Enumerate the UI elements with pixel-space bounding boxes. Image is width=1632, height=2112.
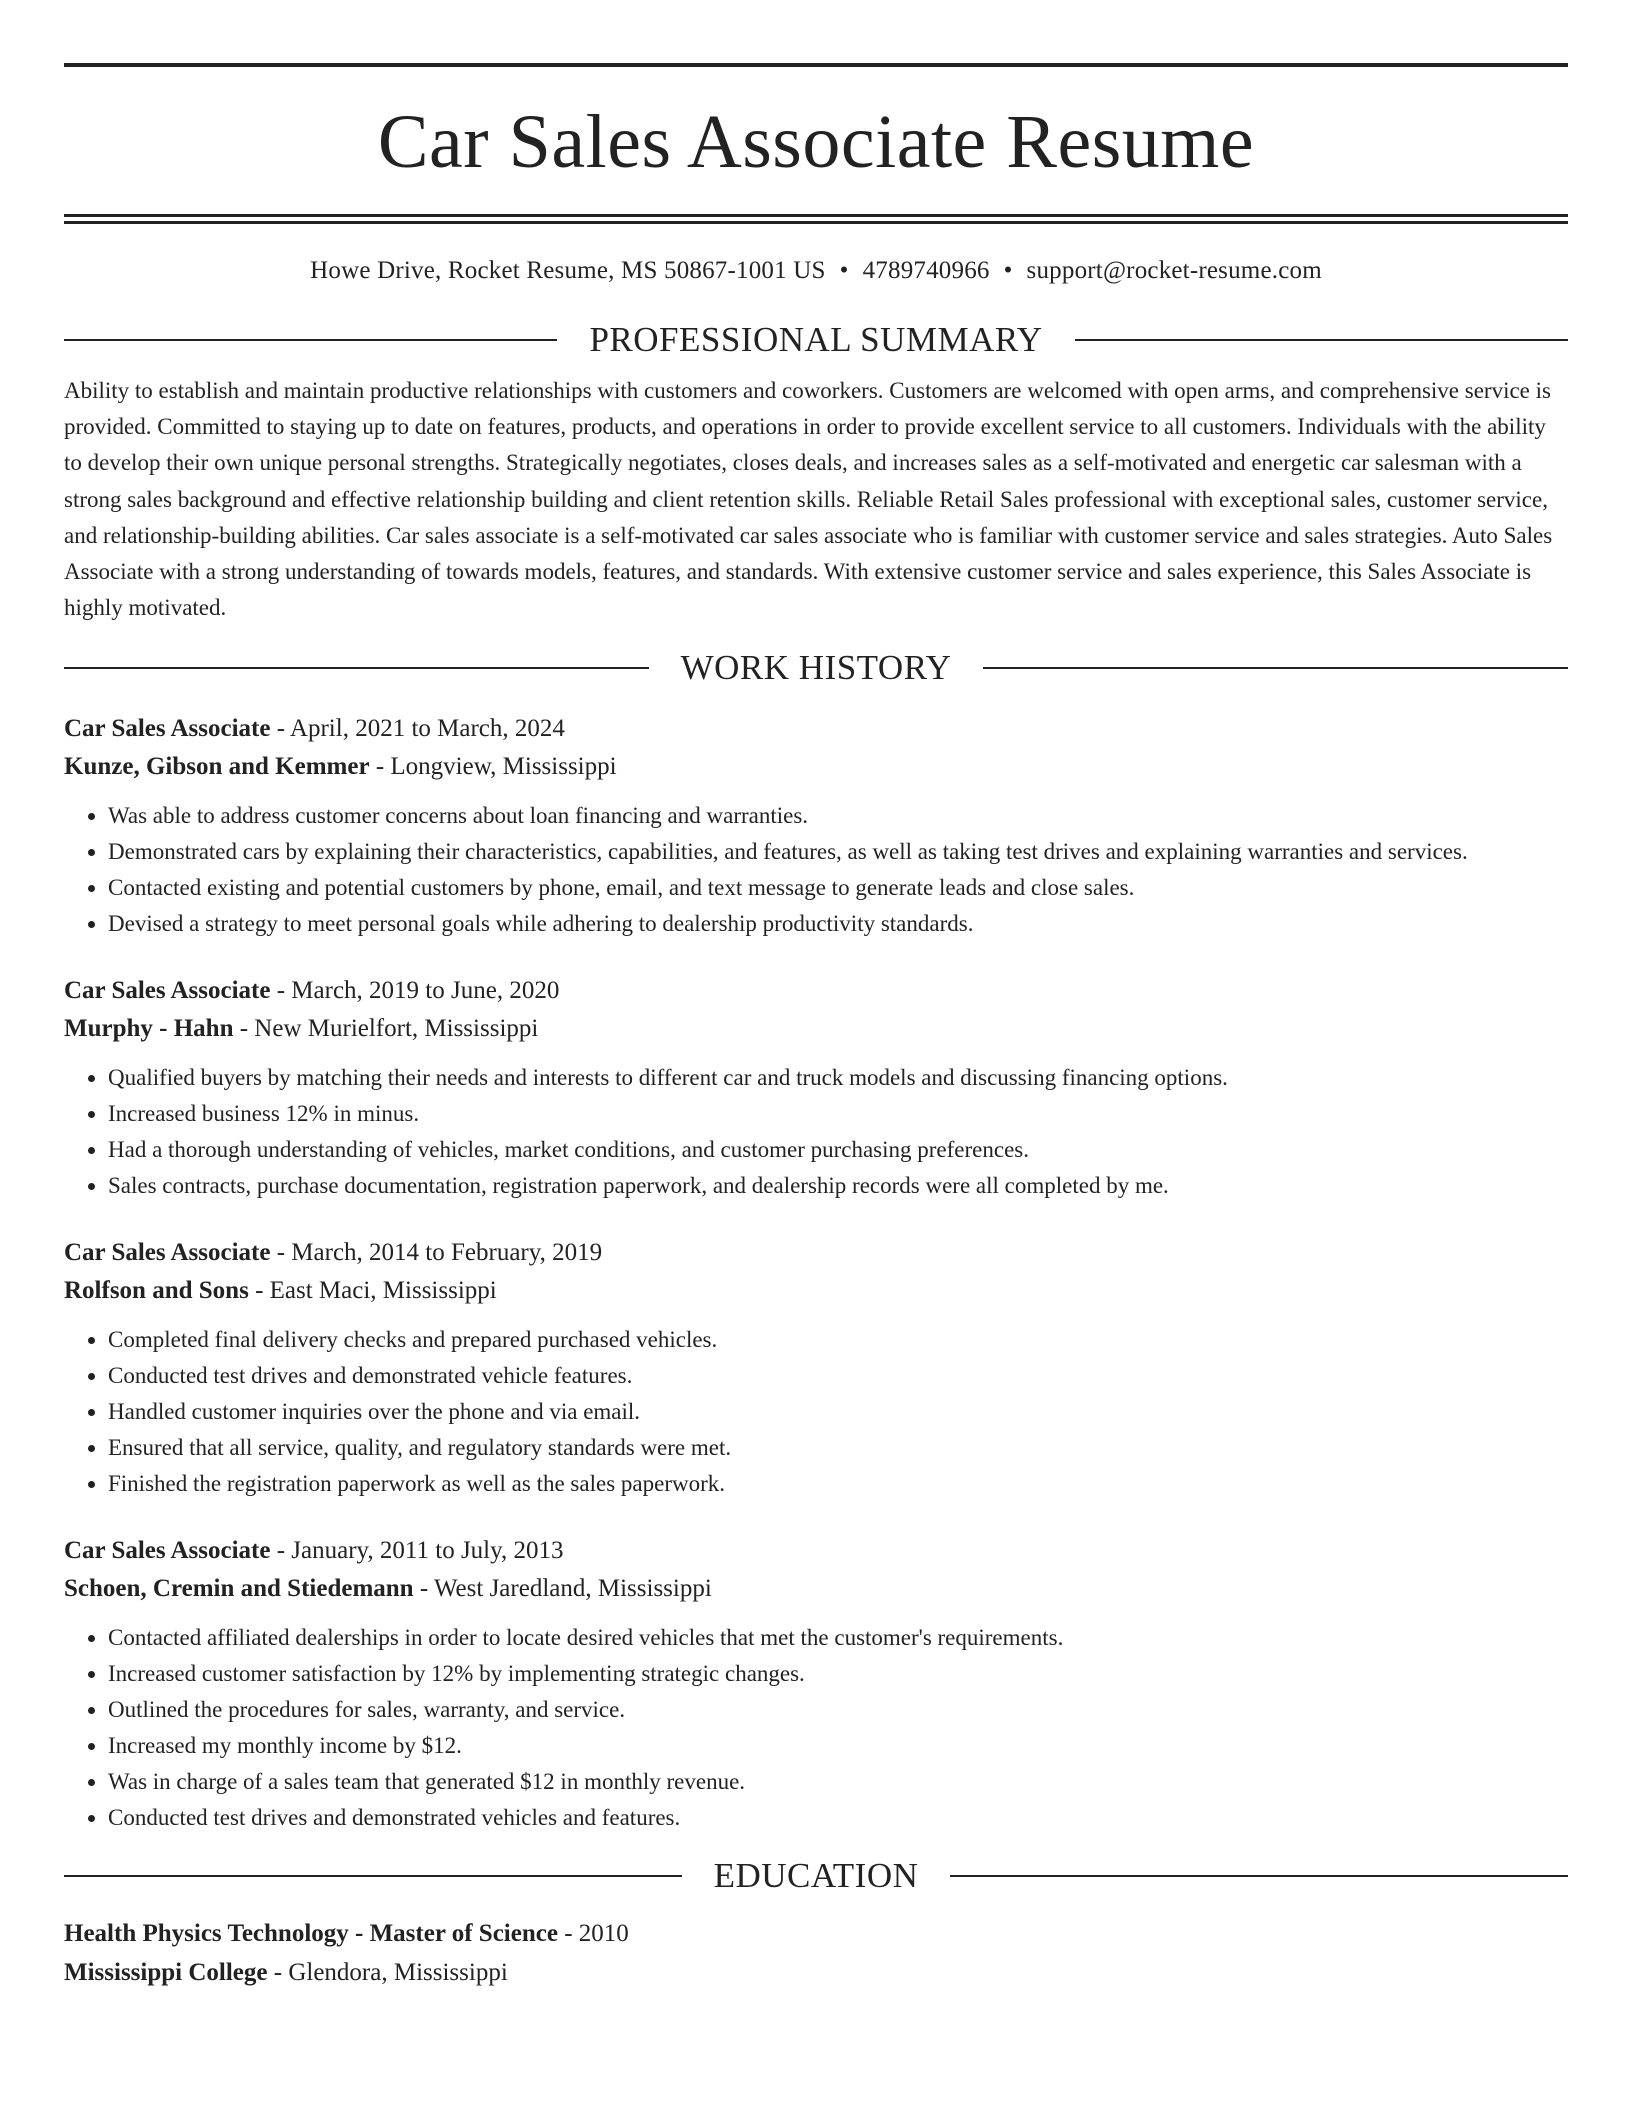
job-company-line (64, 748, 1568, 786)
job-company: Murphy - Hahn (64, 1015, 234, 1043)
job-company: Kunze, Gibson and Kemmer (64, 753, 370, 781)
job-title-line (64, 972, 1568, 1010)
heading-rule (64, 339, 557, 341)
section-heading-label: PROFESSIONAL SUMMARY (589, 320, 1043, 359)
heading-rule (983, 667, 1568, 669)
job-location: - West Jaredland, Mississippi (413, 1575, 712, 1603)
job-entry (64, 972, 1568, 1204)
list-item: • Qualified buyers by matching their needs and interests to different car and truck models and discussing financing options. (108, 1060, 1568, 1096)
job-title-line (64, 1532, 1568, 1570)
section-heading-summary (64, 318, 1568, 362)
job-duties-list (64, 1620, 1568, 1836)
job-title: Car Sales Associate (64, 977, 271, 1005)
contact-address: Howe Drive, Rocket Resume, MS 50867-1001 US (310, 257, 826, 284)
heading-rule (64, 667, 649, 669)
job-title-line (64, 1234, 1568, 1272)
job-company-line (64, 1272, 1568, 1310)
education-year: - 2010 (557, 1920, 629, 1948)
job-title: Car Sales Associate (64, 1239, 271, 1267)
contact-line (64, 254, 1568, 288)
contact-separator: • (839, 257, 849, 284)
job-entry (64, 710, 1568, 942)
education-school-line (64, 1953, 1568, 1992)
education-degree-line (64, 1914, 1568, 1953)
job-entry (64, 1532, 1568, 1836)
list-item: • Increased business 12% in minus. (108, 1096, 1568, 1132)
list-item: • Completed final delivery checks and prepared purchased vehicles. (108, 1322, 1568, 1358)
contact-email[interactable]: support@rocket-resume.com (1026, 257, 1322, 284)
list-item: • Outlined the procedures for sales, warranty, and service. (108, 1692, 1568, 1728)
job-title-line (64, 710, 1568, 748)
heading-rule (1075, 339, 1568, 341)
list-item: • Increased customer satisfaction by 12% by implementing strategic changes. (108, 1656, 1568, 1692)
resume-title: Car Sales Associate Resume (377, 100, 1255, 184)
list-item: • Contacted affiliated dealerships in order to locate desired vehicles that met the customer's requirements. (108, 1620, 1568, 1656)
job-dates: - January, 2011 to July, 2013 (270, 1537, 564, 1565)
education-school: Mississippi College (64, 1959, 268, 1987)
contact-phone[interactable]: 4789740966 (862, 257, 990, 284)
list-item: • Was able to address customer concerns about loan financing and warranties. (108, 798, 1568, 834)
job-duties-list (64, 1322, 1568, 1502)
top-rule (64, 63, 1568, 67)
education-degree: Health Physics Technology - Master of Science (64, 1920, 558, 1948)
summary-text: Ability to establish and maintain productive relationships with customers and coworkers. Customers are welcomed with open arms, and comprehensive service is provided. Committed to staying up to date on features, products, and operations in order to provide excellent service to all customers. Individuals with the ability to develop their own unique personal strengths. Strategically negotiates, closes deals, and increases sales as a self-motivated and energetic car salesman with a strong sales background and effective relationship building and client retention skills. Reliable Retail Sales professional with exceptional sales, customer service, and relationship-building abilities. Car sales associate is a self-motivated car sales associate who is familiar with customer service and sales strategies. Auto Sales Associate with a strong understanding of towards models, features, and standards. With extensive customer service and sales experience, this Sales Associate is highly motivated. (64, 378, 1553, 621)
section-heading-label: WORK HISTORY (680, 648, 952, 688)
job-location: - New Murielfort, Mississippi (233, 1015, 539, 1043)
job-location: - East Maci, Mississippi (248, 1277, 497, 1305)
list-item: • Handled customer inquiries over the phone and via email. (108, 1394, 1568, 1430)
list-item: • Had a thorough understanding of vehicles, market conditions, and customer purchasing preferences. (108, 1132, 1568, 1168)
list-item: • Was in charge of a sales team that generated $12 in monthly revenue. (108, 1764, 1568, 1800)
job-company: Rolfson and Sons (64, 1277, 249, 1305)
section-heading-work-history (64, 646, 1568, 690)
list-item: • Finished the registration paperwork as well as the sales paperwork. (108, 1466, 1568, 1502)
job-entry (64, 1234, 1568, 1502)
list-item: • Conducted test drives and demonstrated vehicles and features. (108, 1800, 1568, 1836)
list-item: • Ensured that all service, quality, and regulatory standards were met. (108, 1430, 1568, 1466)
job-title: Car Sales Associate (64, 1537, 271, 1565)
job-title: Car Sales Associate (64, 715, 271, 743)
job-dates: - March, 2014 to February, 2019 (270, 1239, 603, 1267)
job-company-line (64, 1570, 1568, 1608)
heading-rule (64, 1875, 682, 1877)
list-item: • Increased my monthly income by $12. (108, 1728, 1568, 1764)
list-item: • Sales contracts, purchase documentation, registration paperwork, and dealership records were all completed by me. (108, 1168, 1568, 1204)
list-item: • Demonstrated cars by explaining their characteristics, capabilities, and features, as well as taking test drives and explaining warranties and services. (108, 834, 1568, 870)
job-location: - Longview, Mississippi (369, 753, 617, 781)
list-item: • Conducted test drives and demonstrated vehicle features. (108, 1358, 1568, 1394)
job-dates: - April, 2021 to March, 2024 (270, 715, 565, 743)
education-location: - Glendora, Mississippi (267, 1959, 508, 1987)
heading-rule (950, 1875, 1568, 1877)
list-item: • Devised a strategy to meet personal goals while adhering to dealership productivity standards. (108, 906, 1568, 942)
job-duties-list (64, 798, 1568, 942)
list-item: • Contacted existing and potential customers by phone, email, and text message to generate leads and close sales. (108, 870, 1568, 906)
job-duties-list (64, 1060, 1568, 1204)
section-heading-education (64, 1854, 1568, 1898)
section-heading-label: EDUCATION (713, 1856, 919, 1896)
resume-page (64, 0, 1568, 1992)
contact-separator: • (1003, 257, 1013, 284)
title-double-rule (64, 214, 1568, 224)
job-company: Schoen, Cremin and Stiedemann (64, 1575, 414, 1603)
job-dates: - March, 2019 to June, 2020 (270, 977, 560, 1005)
job-company-line (64, 1010, 1568, 1048)
